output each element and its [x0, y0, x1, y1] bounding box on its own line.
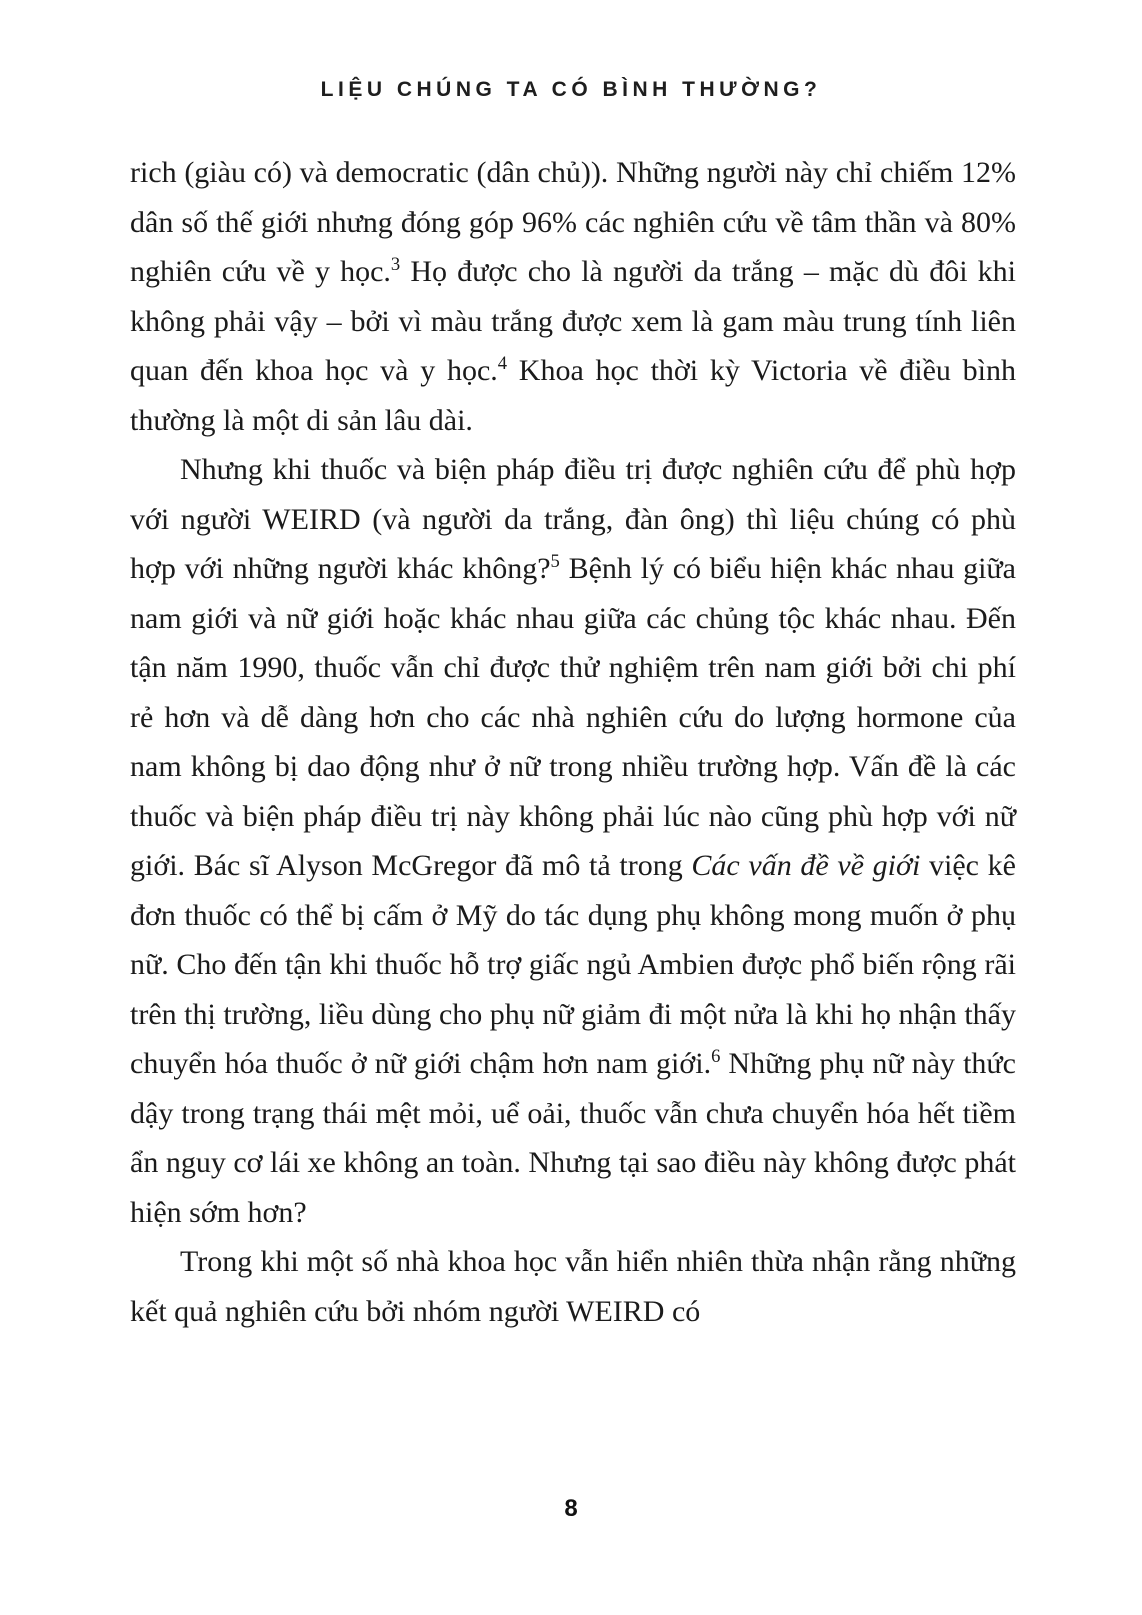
page-number: 8: [564, 1495, 578, 1522]
text-run: Trong khi một số nhà khoa học vẫn hiển nhiên thừa nhận rằng những kết quả nghiên cứu bởi nhóm người WEIRD có: [130, 1245, 1016, 1328]
book-title-italic: Các vấn đề về giới: [691, 849, 921, 882]
page-body: [130, 148, 1016, 1336]
text-run: Bệnh lý có biểu hiện khác nhau giữa nam giới và nữ giới hoặc khác nhau giữa các chủng tộc khác nhau. Đến tận năm 1990, thuốc vẫn chỉ được thử nghiệm trên nam giới bởi chi phí rẻ hơn và dễ dàng hơn cho các nhà nghiên cứu do lượng hormone của nam không bị dao động như ở nữ trong nhiều trường hợp. Vấn đề là các thuốc và biện pháp điều trị này không phải lúc nào cũng phù hợp với nữ giới. Bác sĩ Alyson McGregor đã mô tả trong: [130, 552, 1016, 882]
text-run: Nhưng khi thuốc và biện pháp điều trị được nghiên cứu để phù hợp với người WEIRD (và người da trắng, đàn ông) thì liệu chúng có phù hợp với những người khác không?: [130, 453, 1016, 585]
footnote-reference: 6: [711, 1046, 721, 1067]
footnote-reference: 3: [390, 254, 401, 275]
text-run: rich (giàu có) và democratic (dân chủ)). Những người này chỉ chiếm 12% dân số thế giới nhưng đóng góp 96% các nghiên cứu về tâm thần và 80% nghiên cứu về y học.: [130, 156, 1016, 288]
text-run: việc kê đơn thuốc có thể bị cấm ở Mỹ do tác dụng phụ không mong muốn ở phụ nữ. Cho đến tận khi thuốc hỗ trợ giấc ngủ Ambien được phổ biến rộng rãi trên thị trường, liều dùng cho phụ nữ giảm đi một nửa là khi họ nhận thấy chuyển hóa thuốc ở nữ giới chậm hơn nam giới.: [130, 849, 1016, 1080]
paragraph: [130, 148, 1016, 445]
text-run: Những phụ nữ này thức dậy trong trạng thái mệt mỏi, uể oải, thuốc vẫn chưa chuyển hóa hết tiềm ẩn nguy cơ lái xe không an toàn. Nhưng tại sao điều này không được phát hiện sớm hơn?: [130, 1047, 1016, 1229]
paragraph: [130, 445, 1016, 1237]
running-header: LIỆU CHÚNG TA CÓ BÌNH THƯỜNG?: [320, 78, 822, 101]
footnote-reference: 4: [497, 353, 508, 374]
paragraph: [130, 1237, 1016, 1336]
text-run: Họ được cho là người da trắng – mặc dù đôi khi không phải vậy – bởi vì màu trắng được xem là gam màu trung tính liên quan đến khoa học và y học.: [130, 255, 1017, 387]
footnote-reference: 5: [550, 551, 560, 572]
text-run: Khoa học thời kỳ Victoria về điều bình thường là một di sản lâu dài.: [130, 354, 1016, 437]
